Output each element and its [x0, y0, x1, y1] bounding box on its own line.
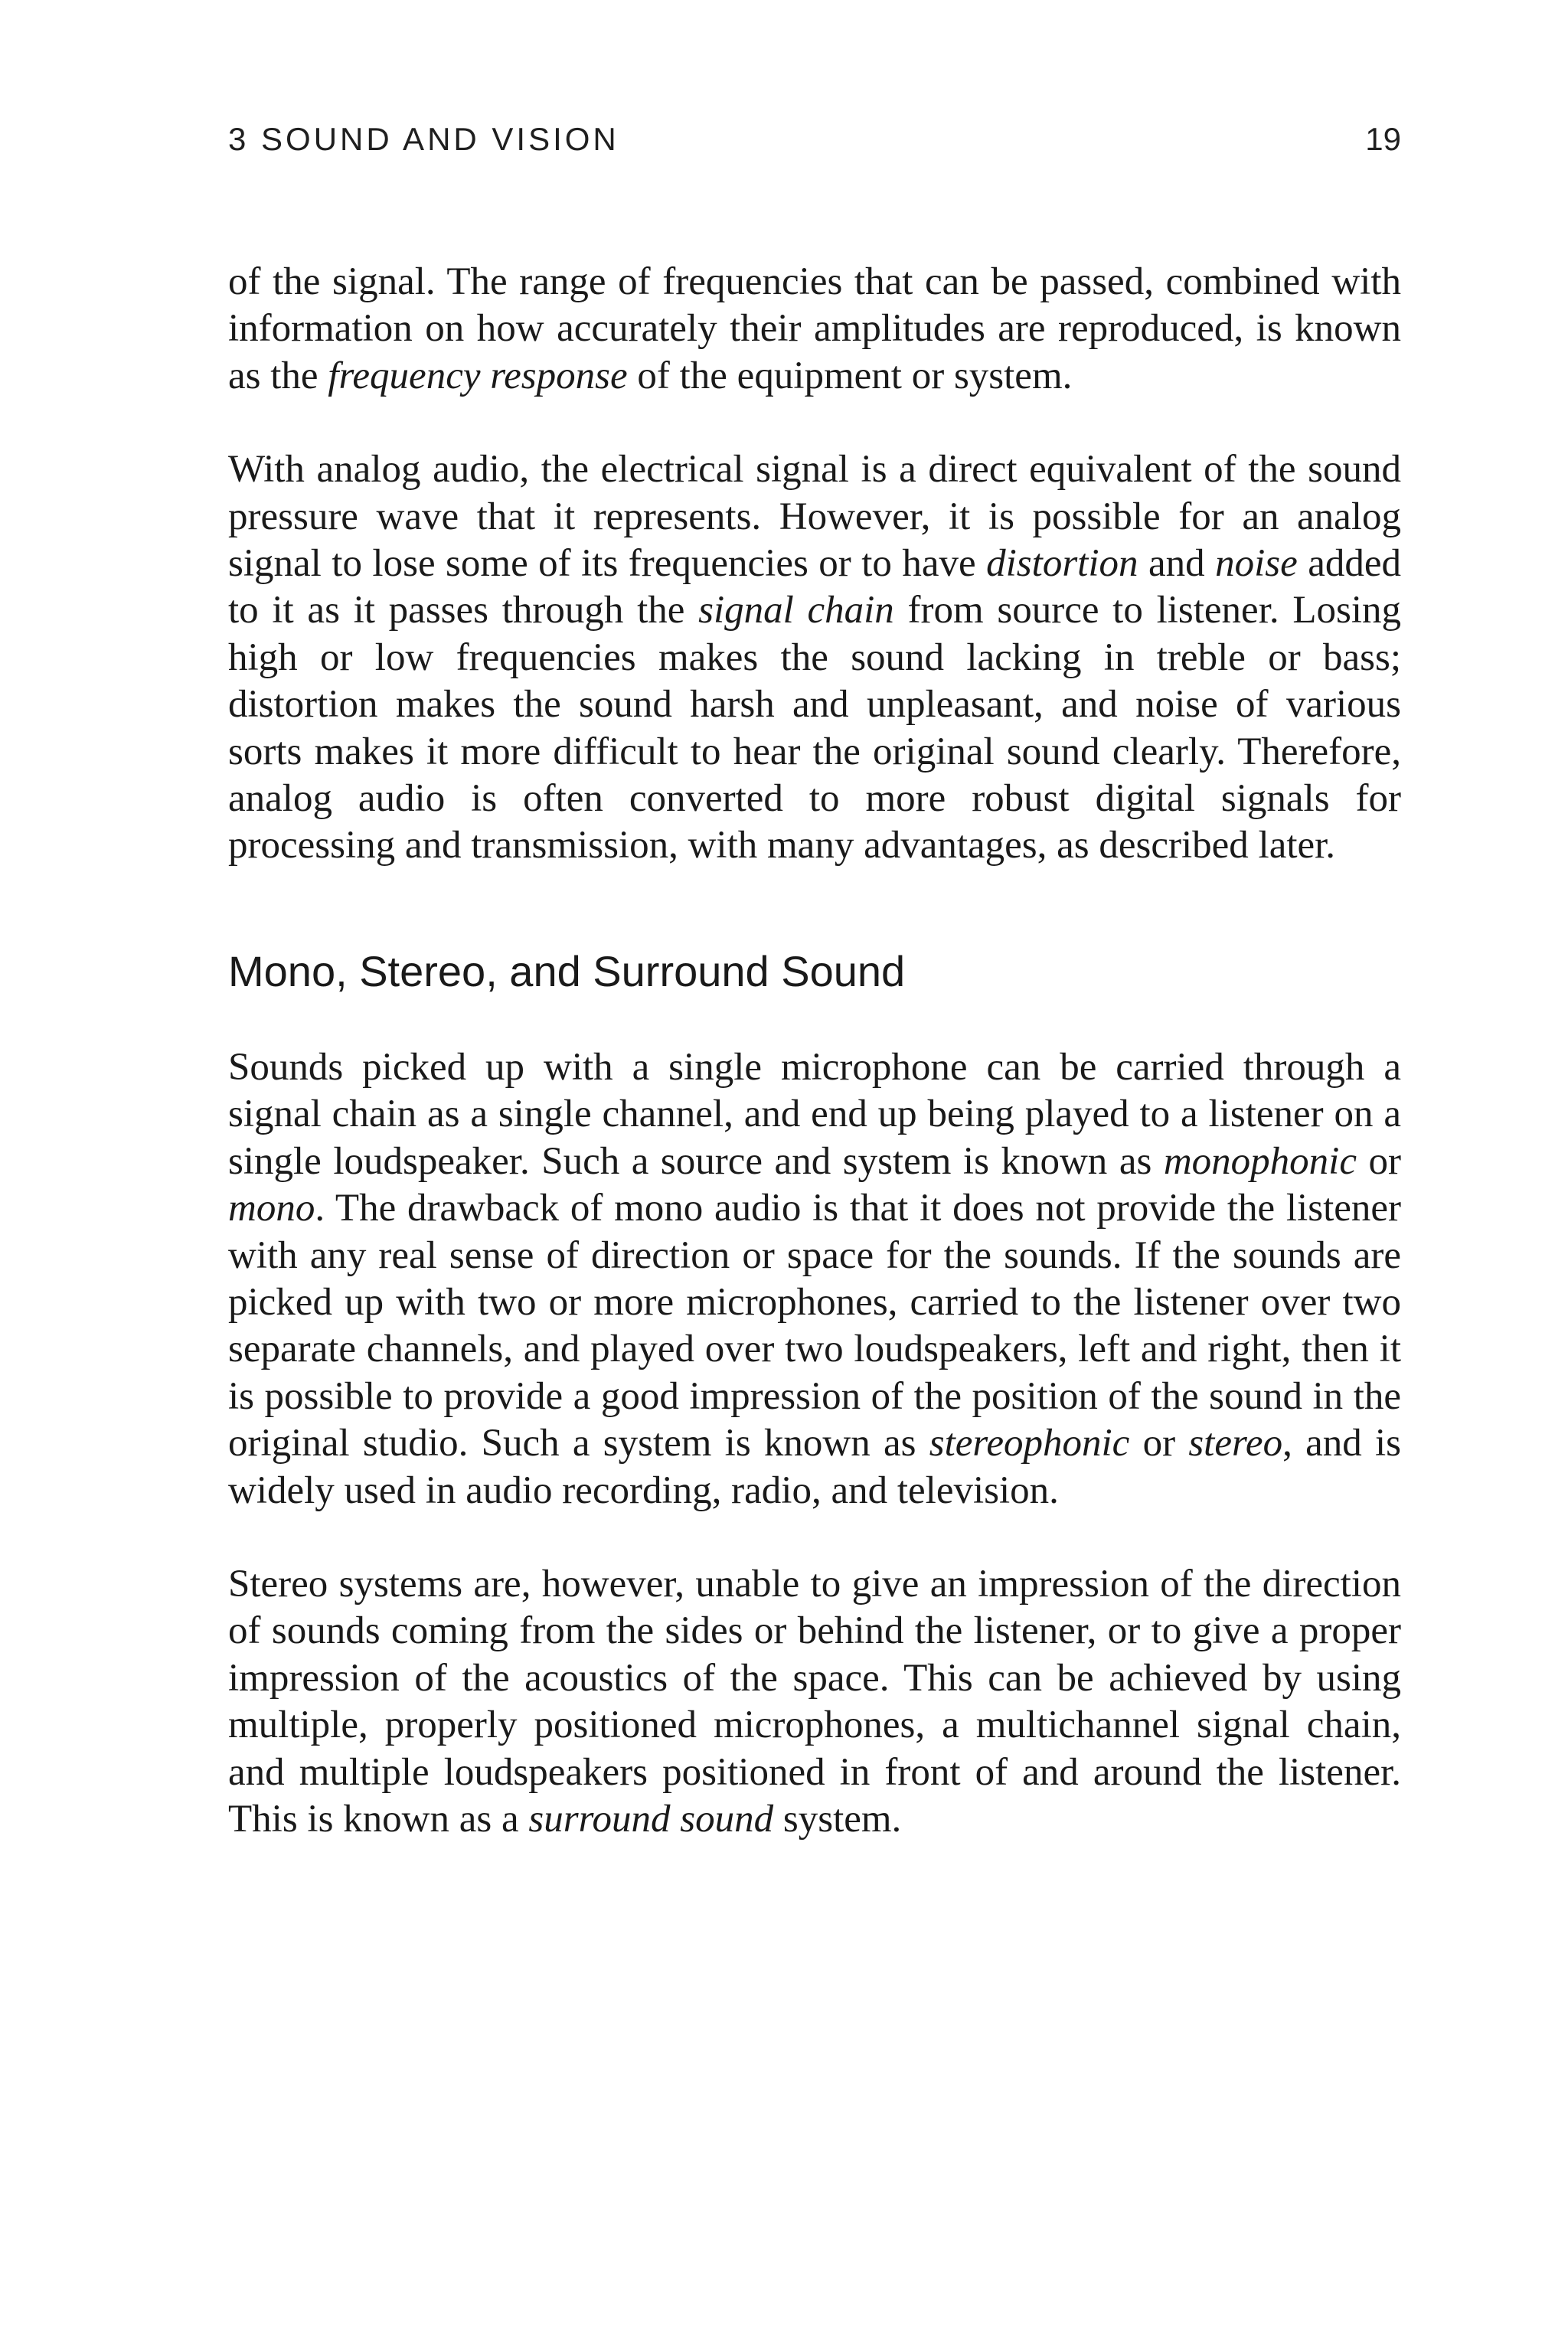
- italic-term: signal chain: [698, 589, 894, 632]
- text-run: or: [1129, 1422, 1189, 1465]
- text-run: from source to listener. Losing high or low frequencies makes the sound lacking in treble or bass; distortion makes the sound harsh and unpleasant, and noise of various sorts makes it more difficult to hear the original sound clearly. Therefore, analog audio is often converted to more robust digital signals for processing and transmission, with many advantages, as described later.: [228, 589, 1401, 867]
- italic-term: noise: [1215, 542, 1298, 586]
- chapter-title: 3 SOUND AND VISION: [228, 121, 619, 157]
- paragraph-frequency-response: [228, 259, 1401, 400]
- text-run: Stereo systems are, however, unable to give an impression of the direction of sounds coming from the sides or behind the listener, or to give a proper impression of the acoustics of the space. This can be achieved by using multiple, properly positioned microphones, a multichannel signal chain, and multiple loudspeakers positioned in front of and around the listener. This is known as a: [228, 1562, 1401, 1841]
- italic-term: surround sound: [528, 1797, 774, 1841]
- italic-term: monophonic: [1163, 1139, 1357, 1183]
- text-run: system.: [773, 1797, 902, 1841]
- text-run: added to it as it passes through the: [228, 542, 1402, 632]
- text-run: of the equipment or system.: [627, 354, 1073, 397]
- paragraph-mono-stereo: [228, 1044, 1401, 1514]
- body-text: [228, 259, 1401, 1843]
- text-run: . The drawback of mono audio is that it does not provide the listener with any real sense of direction or space for the sounds. If the sounds are picked up with two or more microphones, carried to the listener over two separate channels, and played over two loudspeakers, left and right, then it is possible to provide a good impression of the position of the sound in the original studio. Such a system is known as: [228, 1187, 1401, 1465]
- italic-term: stereo: [1188, 1422, 1283, 1465]
- text-run: Sounds picked up with a single microphone can be carried through a signal chain as a single channel, and end up being played to a listener on a single loudspeaker. Such a source and system is known as: [228, 1045, 1401, 1183]
- text-run: of the signal. The range of frequencies that can be passed, combined with information on how accurately their amplitudes are reproduced, is known as the: [228, 260, 1401, 397]
- italic-term: frequency response: [328, 354, 628, 397]
- italic-term: stereophonic: [929, 1422, 1130, 1465]
- text-run: and: [1138, 542, 1216, 586]
- paragraph-surround-sound: [228, 1561, 1401, 1843]
- page-number: 19: [1365, 121, 1401, 157]
- italic-term: distortion: [986, 542, 1138, 586]
- paragraph-analog-audio: [228, 446, 1401, 870]
- section-heading: Mono, Stereo, and Surround Sound: [228, 946, 906, 995]
- running-head: [228, 121, 1401, 167]
- text-run: or: [1356, 1139, 1401, 1183]
- italic-term: mono: [228, 1187, 315, 1230]
- text-run: , and is widely used in audio recording, radio, and television.: [228, 1422, 1401, 1512]
- text-run: With analog audio, the electrical signal is a direct equivalent of the sound pressure wave that it represents. However, it is possible for an analog signal to lose some of its frequencies or to have: [228, 448, 1401, 586]
